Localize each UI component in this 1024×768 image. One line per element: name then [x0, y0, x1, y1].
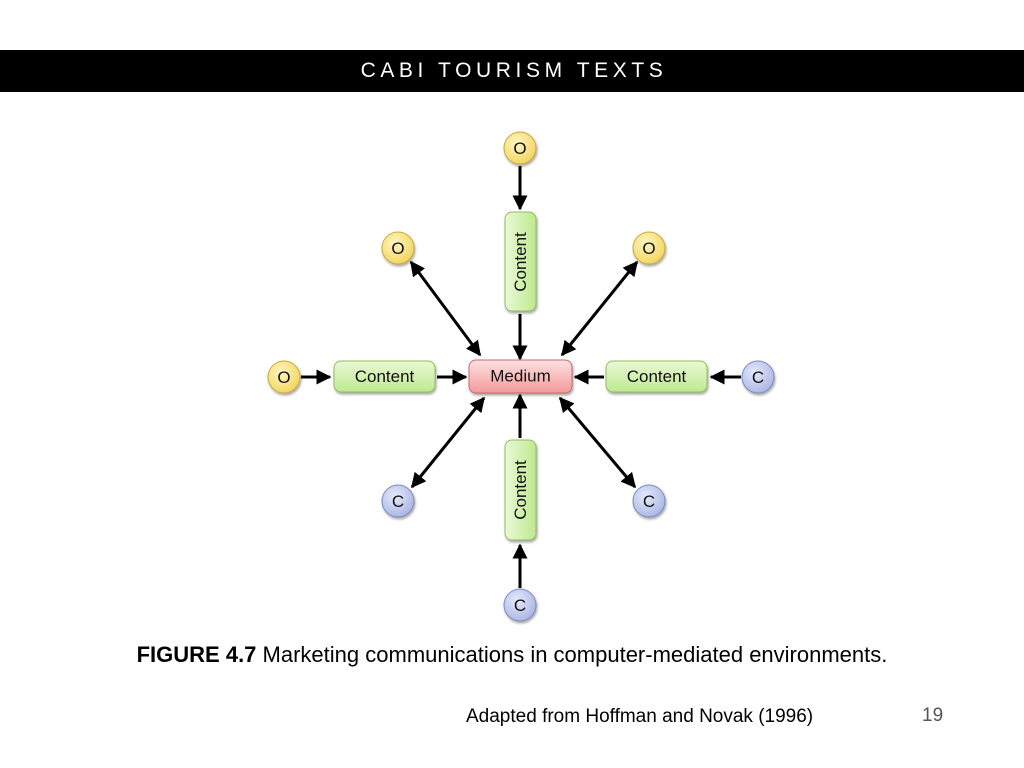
content-label-top: Content: [511, 232, 530, 292]
figure-caption: [0, 642, 1024, 668]
content-label-left: Content: [354, 367, 415, 386]
consumer-label-right: C: [751, 368, 765, 387]
page-number: 19: [922, 705, 944, 726]
organization-label-upper-right: O: [642, 239, 656, 258]
arrow-diagonal-upper-left: [411, 262, 480, 355]
arrow-diagonal-upper-right: [562, 262, 637, 355]
organization-label-upper-left: O: [391, 239, 405, 258]
arrow-diagonal-lower-left: [412, 398, 484, 487]
source-citation: Adapted from Hoffman and Novak (1996): [466, 706, 814, 727]
figure-label: FIGURE 4.7: [136, 642, 257, 667]
header-title: CABI TOURISM TEXTS: [360, 59, 668, 82]
content-label-bottom: Content: [511, 460, 530, 520]
figure-caption-text: Marketing communications in computer-mediated environments.: [262, 642, 888, 667]
consumer-label-lower-left: C: [391, 492, 405, 511]
content-label-right: Content: [626, 367, 687, 386]
consumer-label-lower-right: C: [642, 492, 656, 511]
arrow-diagonal-lower-right: [560, 398, 635, 487]
organization-label-left: O: [277, 368, 291, 387]
medium-label: Medium: [490, 366, 551, 386]
organization-label-top: O: [513, 139, 527, 158]
consumer-label-bottom: C: [513, 596, 527, 615]
